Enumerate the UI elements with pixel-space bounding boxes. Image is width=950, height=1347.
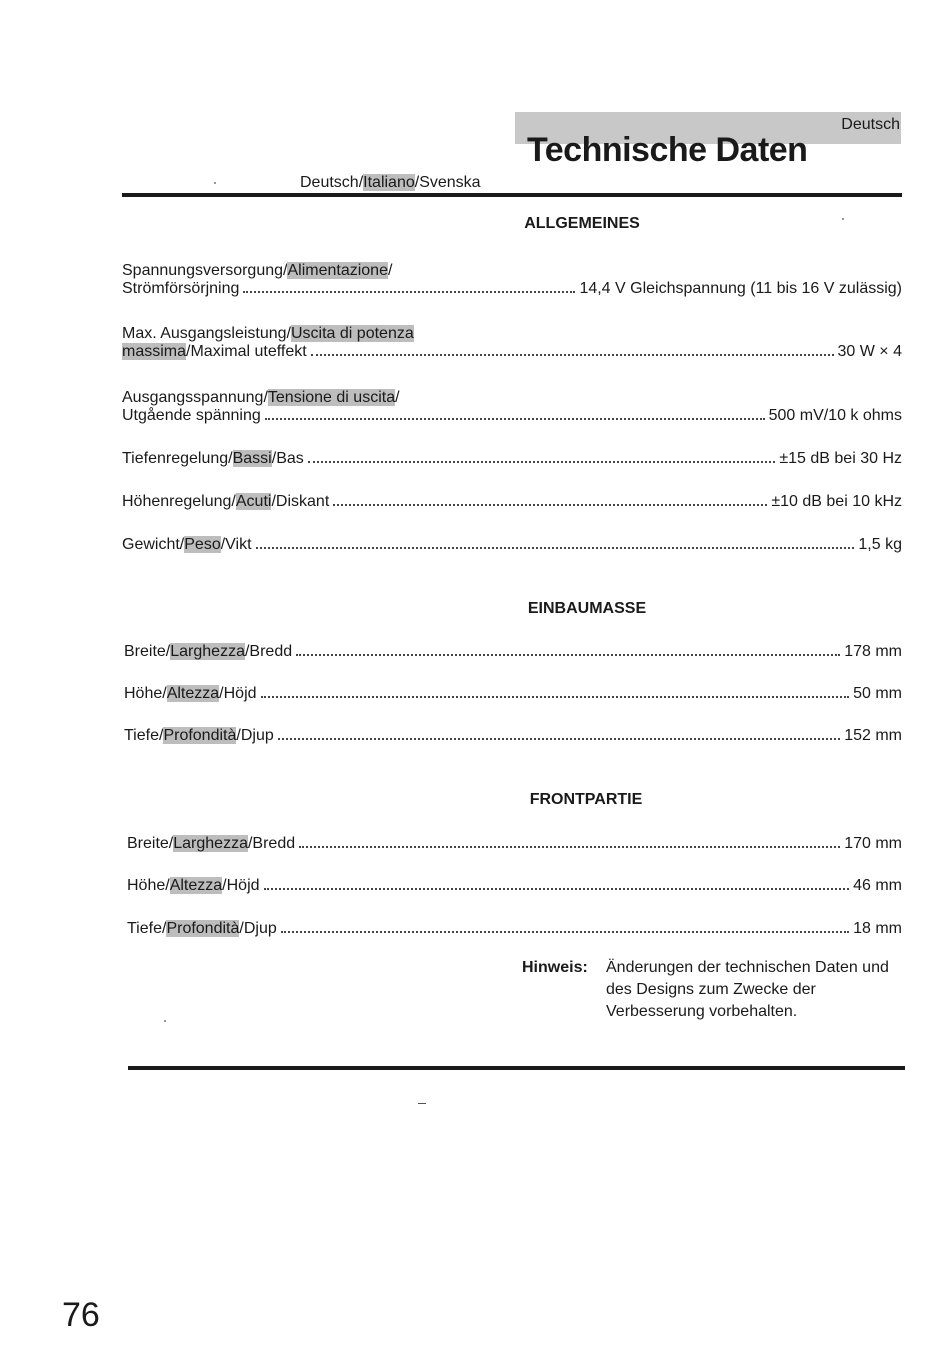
section-heading-general: ALLGEMEINES [524, 215, 640, 232]
section-heading-installation: EINBAUMASSE [527, 600, 647, 617]
label-sv: Höjd [223, 685, 257, 702]
label-it: Peso [184, 536, 221, 553]
spec-row-weight: Gewicht/Peso/Vikt 1,5 kg [122, 536, 902, 553]
leader-dots [311, 354, 834, 356]
spec-row-install-depth: Tiefe/Profondità/Djup 152 mm [124, 727, 902, 744]
label-it: Tensione di uscita [267, 389, 396, 406]
language-line: Deutsch/Italiano/Svenska [300, 174, 481, 191]
label-it: Altezza [169, 877, 223, 894]
label-sv: Bredd [249, 643, 293, 660]
label-de: Tiefenregelung [122, 450, 229, 467]
label-sv: Bredd [252, 835, 296, 852]
label-de: Spannungsversorgung [122, 262, 284, 279]
scan-speck [842, 218, 844, 220]
label-de: Gewicht [122, 536, 180, 553]
title-language: Deutsch [841, 116, 900, 133]
label-it: Larghezza [170, 643, 245, 660]
top-rule [122, 193, 902, 197]
scan-speck [214, 182, 216, 184]
spec-row-install-width: Breite/Larghezza/Bredd 178 mm [124, 643, 902, 660]
spec-value: ±15 dB bei 30 Hz [779, 450, 902, 467]
spec-value: 1,5 kg [858, 536, 902, 553]
label-de: Tiefe [124, 727, 159, 744]
leader-dots [243, 291, 575, 293]
label-sv: Utgående spänning [122, 407, 261, 424]
spec-value: 500 mV/10 k ohms [768, 407, 902, 424]
spec-value: 170 mm [844, 835, 902, 852]
label-de: Höhe [127, 877, 166, 894]
lang-it: Italiano [363, 174, 415, 191]
spec-row-front-height: Höhe/Altezza/Höjd 46 mm [127, 877, 902, 894]
label-sv: Djup [240, 727, 274, 744]
label-de: Tiefe [127, 920, 162, 937]
spec-value: 50 mm [853, 685, 902, 702]
spec-value: 18 mm [853, 920, 902, 937]
label-de: Höhe [124, 685, 163, 702]
spec-row-install-height: Höhe/Altezza/Höjd 50 mm [124, 685, 902, 702]
label-sv: Djup [243, 920, 277, 937]
spec-row-treble: Höhenregelung/Acuti/Diskant ±10 dB bei 10 kHz [122, 493, 902, 510]
spec-row-front-depth: Tiefe/Profondità/Djup 18 mm [127, 920, 902, 937]
label-de: Breite [127, 835, 169, 852]
label-de: Breite [124, 643, 166, 660]
leader-dots [308, 461, 776, 463]
label-it-cont: massima [122, 343, 187, 360]
label-it: Bassi [232, 450, 272, 467]
label-sv: Höjd [226, 877, 260, 894]
label-sv: Maximal uteffekt [190, 343, 307, 360]
section-heading-front: FRONTPARTIE [529, 791, 643, 808]
label-it: Acuti [235, 493, 272, 510]
lang-de: Deutsch [300, 174, 359, 191]
spec-row-front-width: Breite/Larghezza/Bredd 170 mm [127, 835, 902, 852]
spec-row-bass: Tiefenregelung/Bassi/Bas ±15 dB bei 30 Hz [122, 450, 902, 467]
spec-value: 152 mm [844, 727, 902, 744]
label-sv: Vikt [225, 536, 252, 553]
spec-row-output-voltage: Ausgangsspannung/Tensione di uscita/ Utgående spänning 500 mV/10 k ohms [122, 389, 902, 424]
leader-dots [278, 738, 840, 740]
spec-value: ±10 dB bei 10 kHz [771, 493, 902, 510]
scan-speck [164, 1020, 166, 1022]
label-sv: Bas [276, 450, 304, 467]
bottom-rule [128, 1066, 905, 1070]
page-title: Technische Daten [527, 131, 808, 169]
page-number: 76 [62, 1296, 100, 1334]
label-sv: Diskant [275, 493, 330, 510]
label-sv: Strömförsörjning [122, 280, 240, 297]
lang-sv: Svenska [419, 174, 481, 191]
label-it: Altezza [166, 685, 220, 702]
label-it: Profondità [166, 920, 240, 937]
label-de: Max. Ausgangsleistung [122, 325, 287, 342]
label-it: Uscita di potenza [291, 325, 414, 342]
label-de: Höhenregelung [122, 493, 232, 510]
leader-dots [261, 696, 850, 698]
scan-mark [418, 1103, 426, 1104]
spec-value: 46 mm [853, 877, 902, 894]
label-it: Profondità [163, 727, 237, 744]
spec-row-power-supply: Spannungsversorgung/Alimentazione/ Strömförsörjning 14,4 V Gleichspannung (11 bis 16 V zulässig) [122, 262, 902, 297]
leader-dots [256, 547, 855, 549]
leader-dots [299, 846, 840, 848]
spec-value: 14,4 V Gleichspannung (11 bis 16 V zulässig) [579, 280, 902, 297]
leader-dots [264, 888, 850, 890]
label-it: Alimentazione [287, 262, 388, 279]
label-it: Larghezza [173, 835, 248, 852]
leader-dots [265, 418, 765, 420]
spec-value: 178 mm [844, 643, 902, 660]
spec-row-max-output: Max. Ausgangsleistung/Uscita di potenza massima/Maximal uteffekt 30 W × 4 [122, 325, 902, 360]
leader-dots [333, 504, 767, 506]
label-de: Ausgangsspannung [122, 389, 264, 406]
leader-dots [296, 654, 840, 656]
leader-dots [281, 931, 849, 933]
note-text: Änderungen der technischen Daten und des Designs zum Zwecke der Verbesserung vorbehalten. [606, 959, 889, 1020]
spec-value: 30 W × 4 [837, 343, 902, 360]
note-label: Hinweis: [522, 959, 588, 976]
